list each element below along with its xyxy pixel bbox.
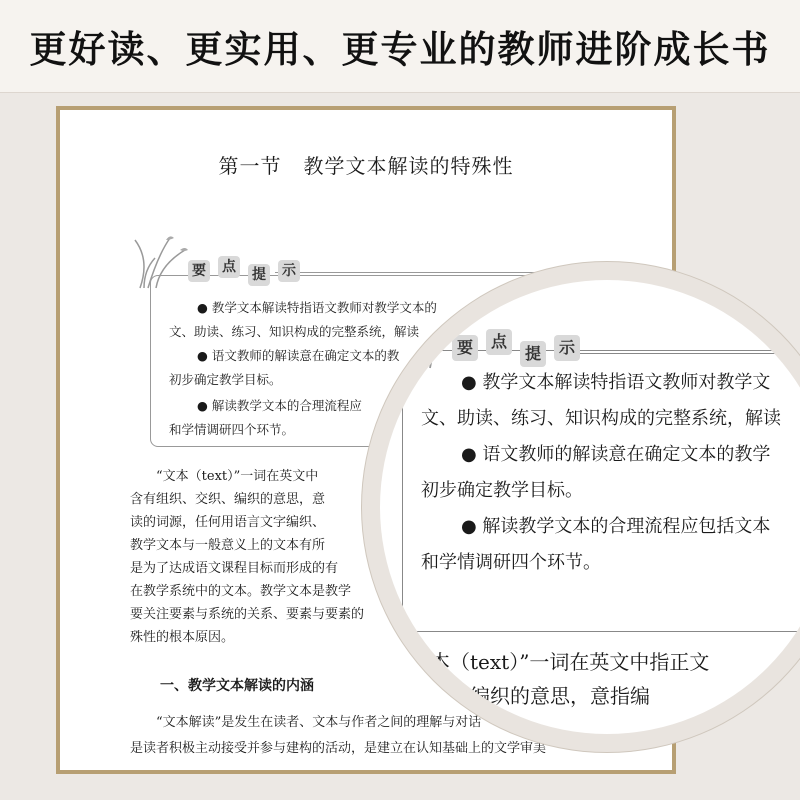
key-point-line: ● 教学文本解读特指语文教师对教学文本的: [197, 300, 437, 315]
tips-char: 点: [486, 329, 512, 355]
magnified-body: [410, 645, 709, 713]
sub-heading: 一、教学文本解读的内涵: [160, 678, 314, 694]
key-point-line: ● 教学文本解读特指语文教师对教学文: [461, 372, 771, 393]
text-line: 读的词源，任何用语言文字编织、: [130, 515, 326, 530]
key-point-line: 初步确定教学目标。: [421, 480, 583, 501]
key-point-line: ● 解读教学文本的合理流程应: [197, 398, 362, 413]
key-point-line: ● 语文教师的解读意在确定文本的教: [197, 348, 400, 363]
banner-title: 更好读、更实用、更专业的教师进阶成长书: [29, 28, 771, 71]
text-line: 在教学系统中的文本。教学文本是教学: [130, 584, 352, 599]
key-point: [421, 509, 800, 581]
text-line: 交织、编织的意思，意指编: [410, 684, 650, 708]
text-line: 含有组织、交织、编织的意思，意: [130, 492, 326, 507]
text-line: 教学文本与一般意义上的文本有所: [130, 538, 326, 553]
key-point-line: ● 语文教师的解读意在确定文本的教学: [461, 444, 771, 465]
tips-char: 点: [218, 256, 240, 278]
tips-heading: [188, 260, 300, 286]
text-line: 是为了达成语文课程目标而形成的有: [130, 561, 339, 576]
section-title: 第一节 教学文本解读的特殊性: [218, 154, 514, 178]
tips-char: 示: [278, 260, 300, 282]
key-point-line: 和学情调研四个环节。: [169, 422, 295, 437]
magnifier-lens: [362, 262, 800, 752]
tips-heading: [452, 332, 580, 367]
tips-char: 提: [248, 264, 270, 286]
tips-char: 示: [554, 335, 580, 361]
text-line: 文本（text）”一词在英文中指正文: [410, 650, 710, 674]
key-points-box: [402, 350, 800, 632]
text-line: 是读者积极主动接受并参与建构的活动，是建立在认知基础上的文学审美: [130, 741, 547, 756]
magnified-view: [380, 280, 800, 734]
key-point-line: 文、助读、练习、知识构成的完整系统，解读: [169, 324, 420, 339]
key-point-line: 和学情调研四个环节。: [421, 552, 601, 573]
tips-char: 要: [452, 335, 478, 361]
key-point: [421, 365, 800, 437]
key-point-line: ● 解读教学文本的合理流程应包括文本: [461, 516, 771, 537]
text-line: “文本解读”是发生在读者、文本与作者之间的理解与对话: [156, 715, 482, 730]
key-point-line: 文、助读、练习、知识构成的完整系统，解读: [421, 408, 781, 429]
promo-banner: [0, 0, 800, 93]
tips-char: 要: [188, 260, 210, 282]
tips-char: 提: [520, 341, 546, 367]
key-point: [421, 437, 800, 509]
text-line: 殊性的根本原因。: [130, 630, 235, 645]
key-point-line: 初步确定教学目标。: [169, 372, 282, 387]
text-line: “文本（text）”一词在英文中: [156, 469, 319, 484]
text-line: 要关注要素与系统的关系、要素与要素的: [130, 607, 365, 622]
